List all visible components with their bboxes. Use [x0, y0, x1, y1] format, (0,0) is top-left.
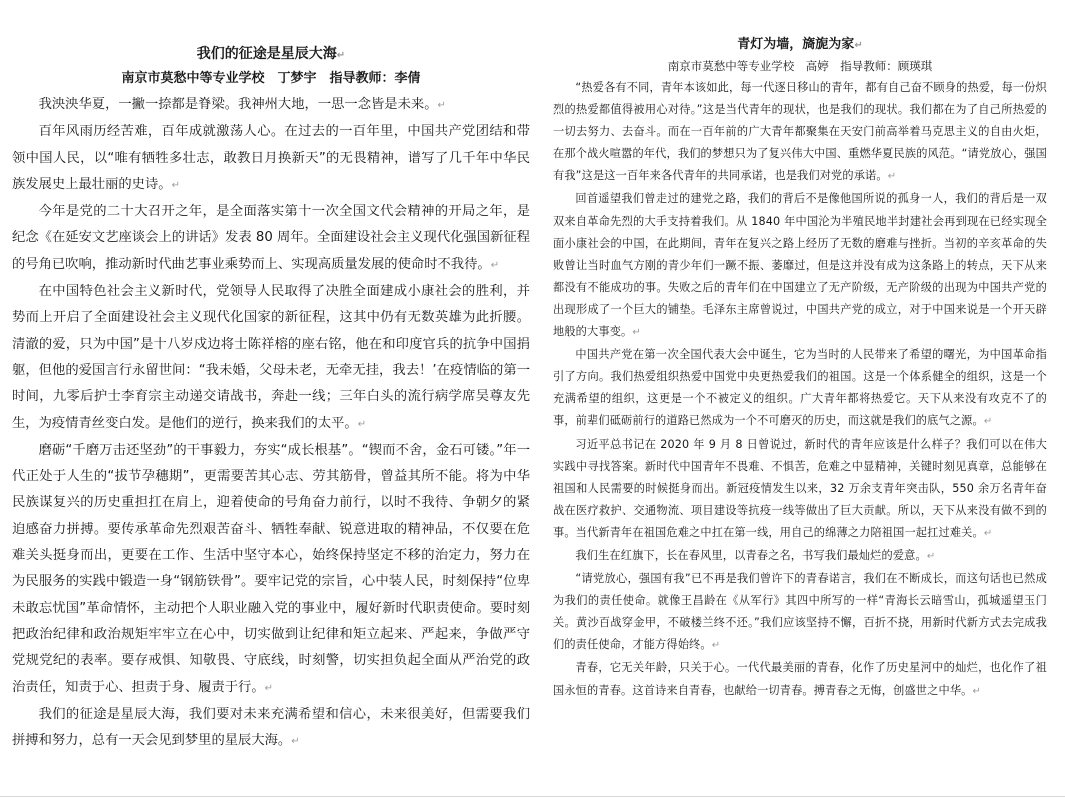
- paragraph-mark-icon: ↵: [437, 100, 446, 111]
- paragraph-mark-icon: ↵: [926, 550, 936, 562]
- paragraph-mark-icon: ↵: [983, 527, 993, 539]
- paragraph-text: “热爱各有不同，青年本该如此，每一代逐日移山的青年，都有自己奋不顾身的热爱，每一份炽烈的热爱都值得被用心对待。”这是当代青年的现状，也是我们的现状。我们都在为了自己所热爱的一切去努力、去奋斗。而在一百年前的广大青年都聚集在天安门前高举着马克思主义的自由火炬，在那个战火喧嚣的年代，我们的梦想只为了复兴伟大中国、重燃华夏民族的风范。“请党放心，强国有我”这是这一百年来各代青年的共同承诺，也是我们对党的承诺。: [553, 81, 1047, 183]
- paragraph: [553, 434, 1047, 545]
- left-document-title: [12, 44, 530, 66]
- paragraph-mark-icon: ↵: [336, 50, 346, 61]
- paragraph-text: 我们生在红旗下，长在春风里，以青春之名，书写我们最灿烂的爱意。: [575, 548, 927, 562]
- paragraph: [553, 657, 1047, 702]
- paragraph-mark-icon: ↵: [983, 416, 993, 428]
- left-document-body: [12, 92, 530, 755]
- paragraph-text: 青春，它无关年龄，只关于心。一代代最美丽的青春，化作了历史星河中的灿烂，也化作了祖国永恒的青春。这首诗来自青春，也献给一切青春。搏青春之无悔，创盛世之中华。: [553, 661, 1047, 697]
- paragraph: [12, 119, 530, 199]
- left-document: [12, 40, 530, 755]
- right-title-text: 青灯为墙，旖旎为家: [737, 37, 855, 52]
- paragraph-text: 我泱泱华夏，一撇一捺都是脊梁。我神州大地，一思一念皆是未来。: [38, 97, 438, 112]
- right-document-title: [553, 36, 1047, 55]
- left-document-byline: [12, 68, 530, 90]
- paragraph-text: 在中国特色社会主义新时代，党领导人民取得了决胜全面建成小康社会的胜利，并势而上开启了全面建设社会主义现代化国家的新征程，这其中仍有无数英雄为此折腰。清澈的爱，只为中国”是十八岁戍边将士陈祥榕的座右铭，他在和印度官兵的抗争中国捐躯，但他的爱国言行永留世间：“我未婚，父母未老，无牵无挂，我去！’在疫情临的第一时间，九零后护士李育宗主动递交请战书，奔赴一线；三年白头的流行病学席吴尊友先生，为疫情青丝变白发。是他们的逆行，换来我们的太平。: [12, 284, 530, 431]
- paragraph: [553, 545, 1047, 568]
- paragraph-text: 磨砺“千磨万击还坚劲”的干事毅力，夯实“成长根基”。“锲而不舍，金石可镂。”年一代正处于人生的“拔节孕穗期”，更需要苦其心志、劳其筋骨，曾益其所不能。将为中华民族谋复兴的历史重担扛在肩上，迎着使命的号角奋力前行，以时不我待、争朝夕的紧迫感奋力拼搏。要传承革命先烈艰苦奋斗、牺牲奉献、锐意进取的精神品，不仅要在危难关头挺身而出，更要在工作、生活中坚守本心，始终保持坚定不移的治定力，努力在为民服务的实践中锻造一身“钢筋铁骨”。要牢记党的宗旨，心中装人民，时刻保持“位卑未敢忘忧国”革命情怀，主动把个人职业融入党的事业中，履好新时代职责使命。要时刻把政治纪律和政治规矩牢牢立在心中，切实做到让纪律和矩立起来、严起来，争做严守党规党纪的表率。要存戒惧、知敬畏、守底线，时刻警，切实担负起全面从严治党的政治责任，知责于心、担责于身、履责于行。: [12, 442, 530, 695]
- bottom-divider: [0, 796, 1065, 797]
- paragraph-text: 回首遥望我们曾走过的建党之路，我们的背后不是像他国所说的孤身一人，我们的背后是一双双来自革命先烈的大手支持着我们。从 1840 年中国沦为半殖民地半封建社会再到现在已经实现全面小康社会的中国，在此期间，青年在复兴之路上经历了无数的磨难与挫折。当初的辛亥革命的失败曾让当时血气方刚的青少年们一蹶不振、萎靡过，但是这并没有成为这条路上的转点，天下从来都没有不能成功的事。失败之后的青年们在中国建立了无产阶级，无产阶级的出现为中国共产党的出现形成了一个巨大的铺垫。毛泽东主席曾说过，中国共产党的成立，对于中国来说是一个开天辟地般的大事变。: [553, 192, 1047, 339]
- paragraph: [12, 438, 530, 702]
- paragraph-text: 今年是党的二十大召开之年，是全面落实第十一次全国文代会精神的开局之年，是纪念《在延安文艺座谈会上的讲话》发表 80 周年。全面建设社会主义现代化强国新征程的号角已吹响，推动新时代曲艺事业乘势而上、实现高质量发展的使命时不我待。: [12, 204, 530, 272]
- paragraph-mark-icon: ↵: [291, 736, 300, 748]
- paragraph-mark-icon: ↵: [171, 179, 180, 191]
- right-document-body: [553, 77, 1047, 703]
- paragraph-mark-icon: ↵: [711, 640, 721, 652]
- paragraph-text: 百年风雨历经苦难，百年成就激荡人心。在过去的一百年里，中国共产党团结和带领中国人民，以“唯有牺牲多壮志，敢教日月换新天”的无畏精神，谱写了几千年中华民族发展史上最壮丽的史诗。: [12, 124, 530, 192]
- paragraph-mark-icon: ↵: [357, 418, 367, 430]
- paragraph-mark-icon: ↵: [854, 40, 863, 51]
- paragraph-mark-icon: ↵: [887, 171, 897, 183]
- paragraph-mark-icon: ↵: [490, 259, 500, 271]
- page-gap: [540, 0, 541, 799]
- paragraph-text: “请党放心，强国有我”已不再是我们曾许下的青春诺言，我们在不断成长，而这句话也已然成为我们的责任使命。就像王昌龄在《从军行》其四中所写的一样“青海长云暗雪山，孤城遥望玉门关。黄沙百战穿金甲，不破楼兰终不还。”我们应该坚持不懈，百折不挠，用新时代新方式去完成我们的责任使命，才能方得始终。: [553, 572, 1047, 652]
- paragraph-mark-icon: ↵: [632, 327, 641, 339]
- paragraph: [553, 77, 1047, 188]
- paragraph-text: 我们的征途是星辰大海，我们要对未来充满希望和信心，未来很美好，但需要我们拼搏和努力，总有一天会见到梦里的星辰大海。: [12, 706, 530, 749]
- paragraph: [12, 92, 530, 119]
- paragraph: [12, 279, 530, 438]
- right-byline-text: 南京市莫愁中等专业学校 高婷 指导教师：顾瑛琪: [667, 59, 933, 73]
- left-byline-text: 南京市莫愁中等专业学校 丁梦宇 指导教师：李倩: [121, 71, 421, 86]
- paragraph: [553, 344, 1047, 433]
- right-document: [553, 36, 1047, 703]
- paragraph-text: 中国共产党在第一次全国代表大会中诞生，它为当时的人民带来了希望的曙光，为中国革命指引了方向。我们热爱组织热爱中国党中央更热爱我们的祖国。这是一个体系健全的组织，这是一个充满希望的组织，这更是一个不被定义的组织。广大青年都将热爱它。天下从来没有攻克不了的事，前辈们砥砺前行的道路已然成为一个不可磨灭的历史，而这就是我们的底气之源。: [553, 348, 1047, 428]
- right-document-byline: [553, 57, 1047, 75]
- paragraph: [12, 199, 530, 279]
- paragraph-mark-icon: ↵: [972, 685, 982, 697]
- paragraph-mark-icon: ↵: [264, 682, 274, 694]
- paragraph-text: 习近平总书记在 2020 年 9 月 8 日曾说过，新时代的青年应该是什么样子？我们可以在伟大实践中寻找答案。新时代中国青年不畏难、不惧苦，危难之中显精神，关键时刻见真章，总能够在祖国和人民需要的时候挺身而出。新冠疫情发生以来，32 万余支青年突击队，550 余万名青年奋战在医疗救护、交通物流、项目建设等抗疫一线等做出了巨大贡献。所以，天下从来没有做不到的事。当代新青年在祖国危难之中扛在第一线，用自己的绵薄之力陪祖国一起扛过难关。: [553, 437, 1047, 539]
- paragraph: [553, 188, 1047, 344]
- paragraph: [553, 568, 1047, 657]
- paragraph: [12, 702, 530, 756]
- left-title-text: 我们的征途是星辰大海: [196, 46, 337, 62]
